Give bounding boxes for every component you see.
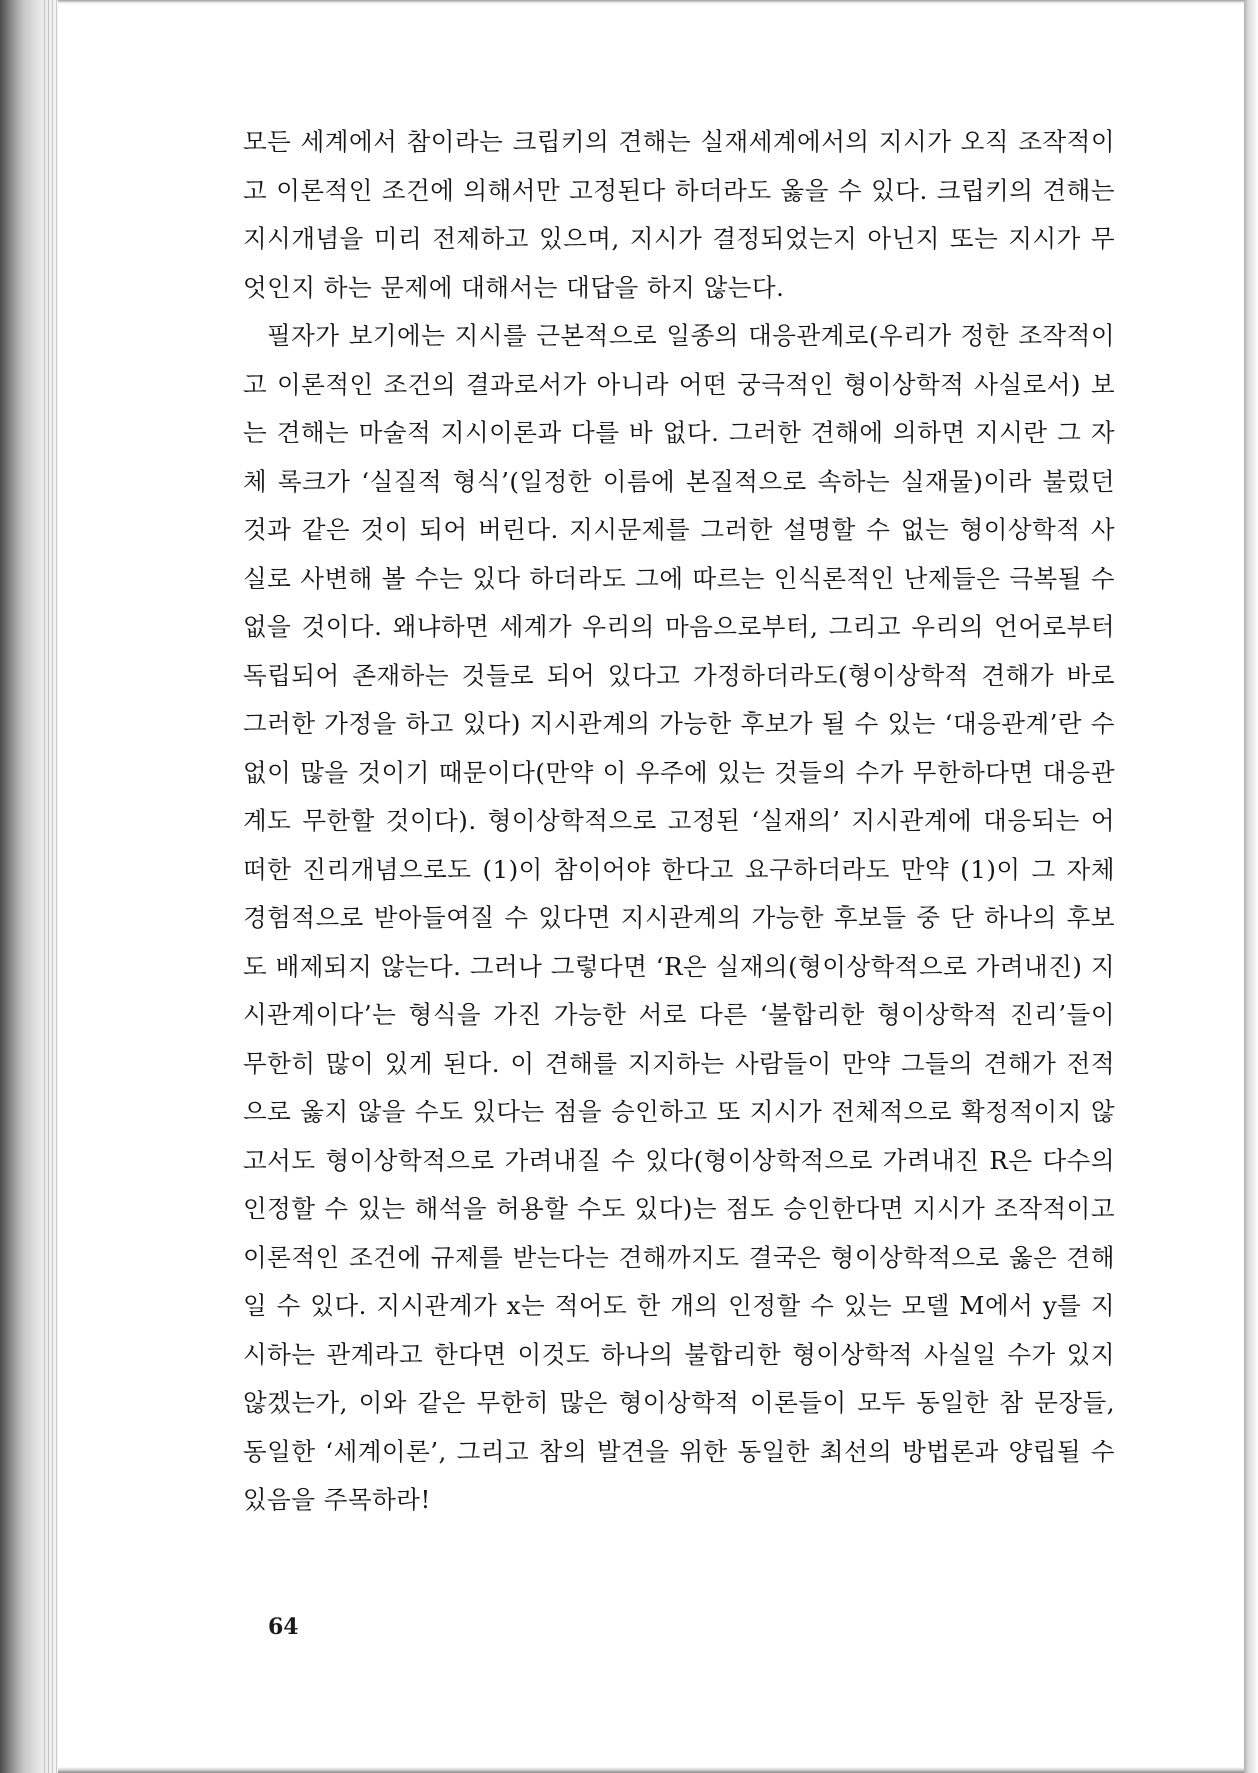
paragraph: 모든 세계에서 참이라는 크립키의 견해는 실재세계에서의 지시가 오직 조작적이고 이론적인 조건에 의해서만 고정된다 하더라도 옳을 수 있다. 크립키의 견해는 지시개념을 미리 전제하고 있으며, 지시가 결정되었는지 아닌지 또는 지시가 무엇인지 하는 문제에 대해서는 대답을 하지 않는다.: [243, 127, 1115, 302]
paragraph: 필자가 보기에는 지시를 근본적으로 일종의 대응관계로(우리가 정한 조작적이고 이론적인 조건의 결과로서가 아니라 어떤 궁극적인 형이상학적 사실로서) 보는 견해는 마술적 지시이론과 다를 바 없다. 그러한 견해에 의하면 지시란 그 자체 록크가 ‘실질적 형식’(일정한 이름에 본질적으로 속하는 실재물)이라 불렀던 것과 같은 것이 되어 버린다. 지시문제를 그러한 설명할 수 없는 형이상학적 사실로 사변해 볼 수는 있다 하더라도 그에 따르는 인식론적인 난제들은 극복될 수 없을 것이다. 왜냐하면 세계가 우리의 마음으로부터, 그리고 우리의 언어로부터 독립되어 존재하는 것들로 되어 있다고 가정하더라도(형이상학적 견해가 바로 그러한 가정을 하고 있다) 지시관계의 가능한 후보가 될 수 있는 ‘대응관계’란 수없이 많을 것이기 때문이다(만약 이 우주에 있는 것들의 수가 무한하다면 대응관계도 무한할 것이다). 형이상학적으로 고정된 ‘실재의’ 지시관계에 대응되는 어떠한 진리개념으로도 (1)이 참이어야 한다고 요구하더라도 만약 (1)이 그 자체 경험적으로 받아들여질 수 있다면 지시관계의 가능한 후보들 중 단 하나의 후보도 배제되지 않는다. 그러나 그렇다면 ‘R은 실재의(형이상학적으로 가려내진) 지시관계이다’는 형식을 가진 가능한 서로 다른 ‘불합리한 형이상학적 진리’들이 무한히 많이 있게 된다. 이 견해를 지지하는 사람들이 만약 그들의 견해가 전적으로 옳지 않을 수도 있다는 점을 승인하고 또 지시가 전체적으로 확정적이지 않고서도 형이상학적으로 가려내질 수 있다(형이상학적으로 가려내진 R은 다수의 인정할 수 있는 해석을 허용할 수도 있다)는 점도 승인한다면 지시가 조작적이고 이론적인 조건에 규제를 받는다는 견해까지도 결국은 형이상학적으로 옳은 견해일 수 있다. 지시관계가 x는 적어도 한 개의 인정할 수 있는 모델 M에서 y를 지시하는 관계라고 한다면 이것도 하나의 불합리한 형이상학적 사실일 수가 있지 않겠는가, 이와 같은 무한히 많은 형이상학적 이론들이 모두 동일한 참 문장들, 동일한 ‘세계이론’, 그리고 참의 발견을 위한 동일한 최선의 방법론과 양립될 수 있음을 주목하라!: [243, 321, 1115, 1514]
page-number: 64: [268, 1614, 299, 1640]
page-right-shadow: [1244, 0, 1258, 1773]
page-body-text: [243, 118, 1115, 1525]
page-bottom-edge: [58, 1767, 1244, 1773]
page-stack-lines: [44, 0, 58, 1773]
